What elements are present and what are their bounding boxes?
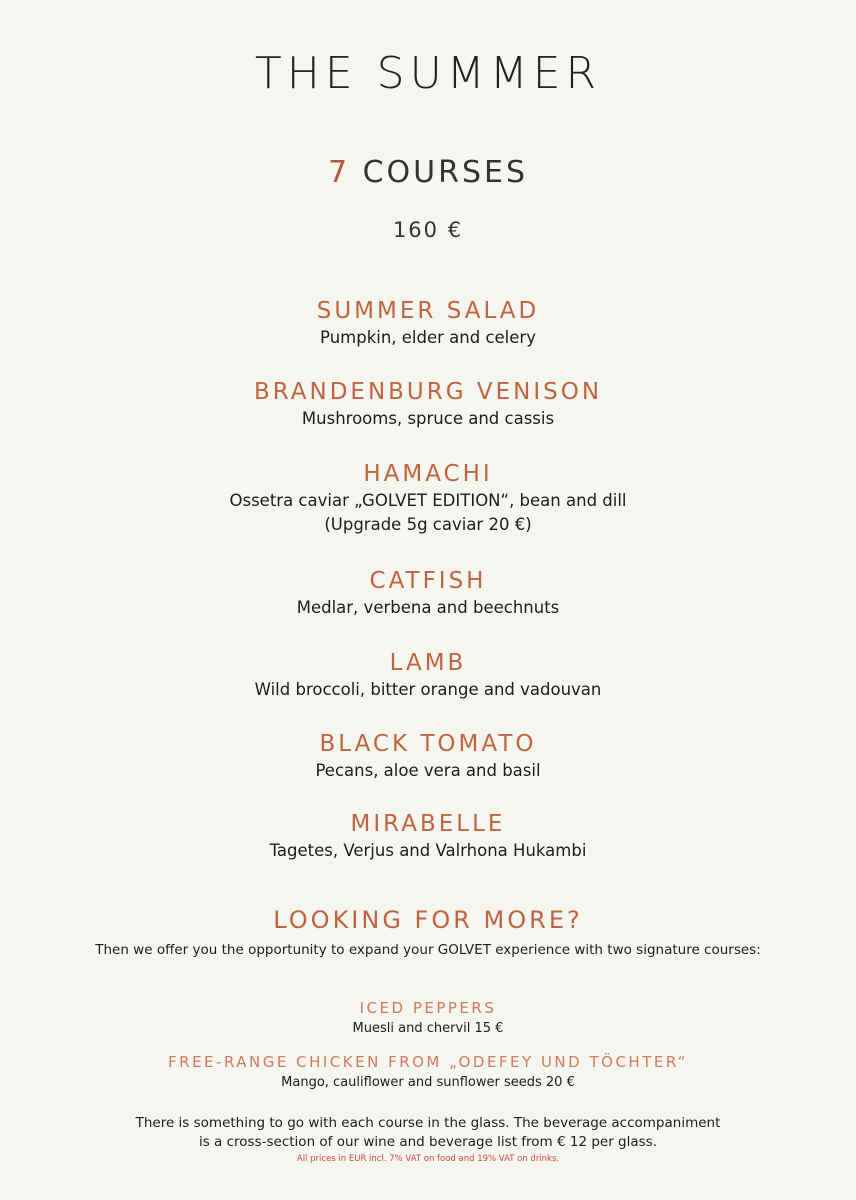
dish-description: Tagetes, Verjus and Valrhona Hukambi [269,841,587,860]
course-count-heading [0,155,856,190]
dish-summer-salad [0,296,856,350]
dish-upgrade-note: (Upgrade 5g caviar 20 €) [324,515,532,534]
signature-dish-name: ICED PEPPERS [359,999,497,1017]
signature-free-range-chicken [0,1051,856,1093]
menu-title: THE SUMMER [254,48,602,99]
dish-name: CATFISH [369,568,487,594]
signature-dish-description: Muesli and chervil 15 € [352,1021,504,1036]
course-count-number: 7 [327,155,351,190]
dish-name: SUMMER SALAD [316,298,540,324]
signature-iced-peppers [0,997,856,1039]
signature-dish-description: Mango, cauliflower and sunflower seeds 20 € [281,1075,575,1090]
looking-for-more-heading: LOOKING FOR MORE? [273,906,583,934]
dish-description: Pumpkin, elder and celery [320,328,536,347]
beverage-note [0,1114,856,1152]
dish-catfish [0,566,856,620]
course-count-label: COURSES [362,155,529,190]
dish-hamachi [0,459,856,537]
dish-description: Pecans, aloe vera and basil [315,761,541,780]
beverage-note-line-2: is a cross-section of our wine and beverage list from € 12 per glass. [198,1134,658,1150]
dish-lamb [0,648,856,702]
dish-name: LAMB [389,650,467,676]
beverage-note-line-1: There is something to go with each course in the glass. The beverage accompaniment [135,1115,721,1131]
dish-name: HAMACHI [363,461,493,487]
looking-for-more-text: Then we offer you the opportunity to expand your GOLVET experience with two signature courses: [95,942,761,958]
vat-fine-print: All prices in EUR incl. 7% VAT on food and 19% VAT on drinks. [296,1154,560,1164]
dish-mirabelle [0,809,856,863]
dish-name: BLACK TOMATO [319,731,537,757]
menu-price: 160 € [392,218,464,242]
dish-description: Wild broccoli, bitter orange and vadouvan [254,680,602,699]
dish-brandenburg-venison [0,377,856,431]
dish-description: Medlar, verbena and beechnuts [296,598,560,617]
dish-description: Mushrooms, spruce and cassis [301,409,555,428]
signature-dish-name: FREE-RANGE CHICKEN FROM „ODEFEY UND TÖCHTER“ [168,1053,688,1071]
dish-black-tomato [0,729,856,783]
dish-name: MIRABELLE [350,811,506,837]
dish-description: Ossetra caviar „GOLVET EDITION“, bean and dill [229,491,627,510]
dish-name: BRANDENBURG VENISON [253,379,603,405]
